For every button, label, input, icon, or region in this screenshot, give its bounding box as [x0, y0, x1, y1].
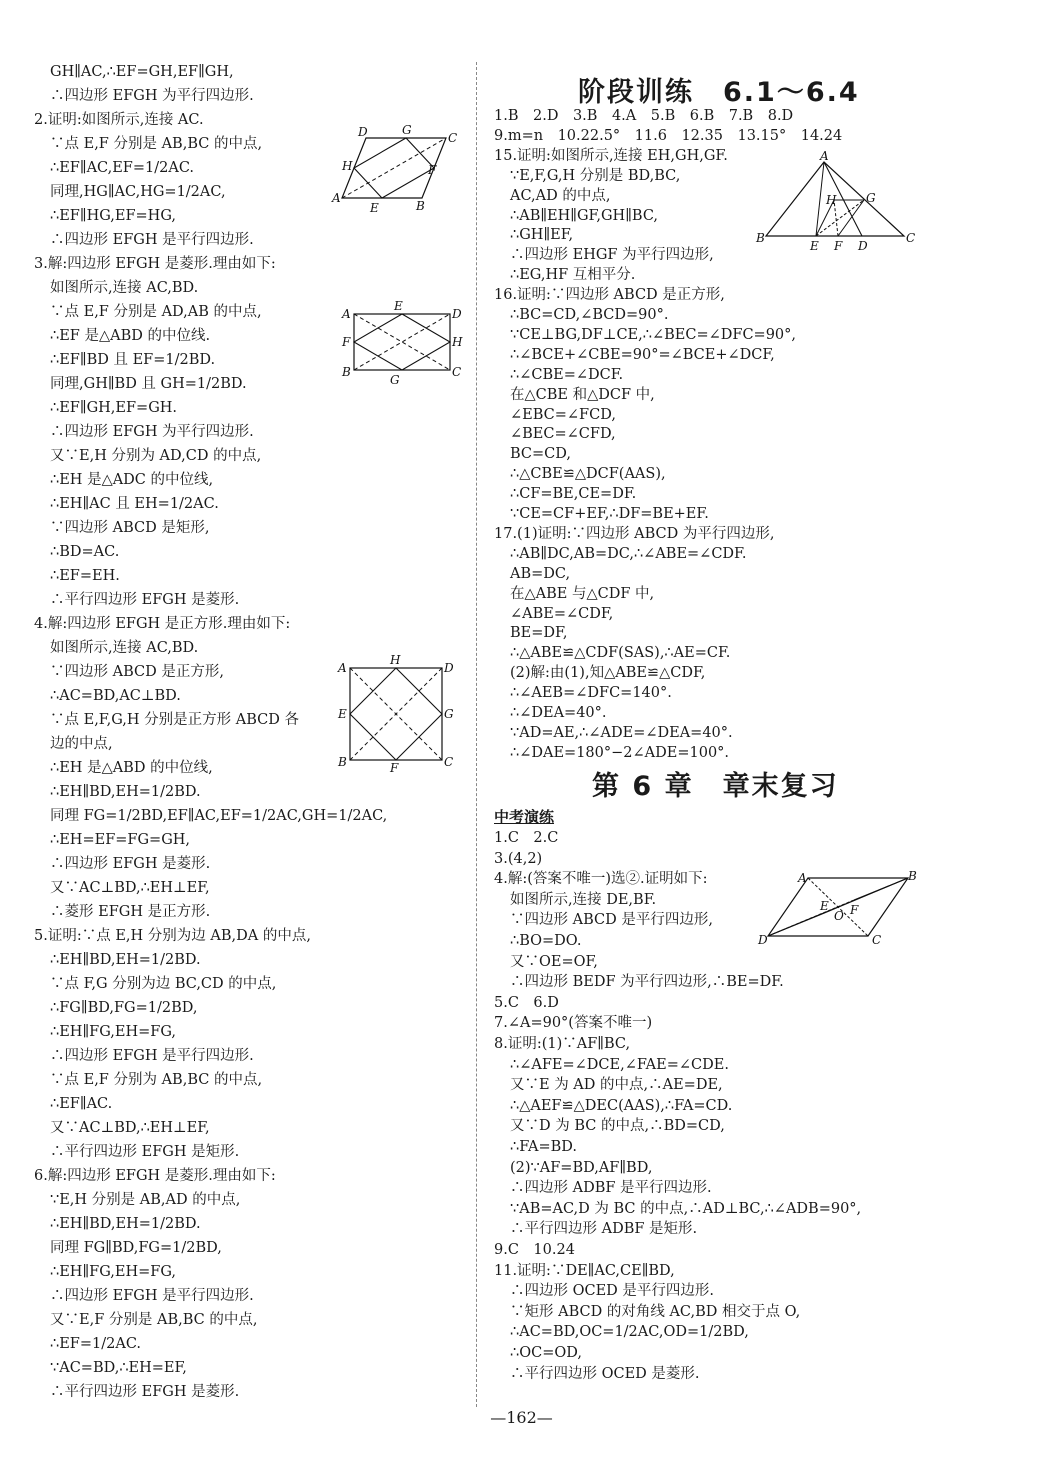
answer-line: BE=DF, [510, 625, 568, 642]
fig-label: C [452, 365, 462, 379]
fig-label: A [798, 871, 807, 885]
fig-label: E [810, 239, 819, 253]
answer-line: 6.解:四边形 EFGH 是菱形.理由如下: [34, 1168, 276, 1184]
fig-label: C [444, 755, 454, 769]
subsection-title: 中考演练 [494, 808, 555, 826]
figure-q3-rectangle [340, 299, 463, 387]
answer-line: 如图所示,连接 AC,BD. [50, 280, 199, 296]
answer-line: ∴△AEF≌△DEC(AAS),∴FA=CD. [510, 1097, 733, 1114]
section-title-chapter-review: 第 6 章 章末复习 [592, 771, 839, 802]
answer-line: ∵CE⊥BG,DF⊥CE,∴∠BEC=∠DFC=90°, [510, 326, 796, 343]
answer-line: ∴EH∥FG,EH=FG, [50, 1024, 177, 1040]
answer-line: ∵AB=AC,D 为 BC 的中点,∴AD⊥BC,∴∠ADB=90°, [510, 1200, 862, 1217]
fig-label: D [452, 307, 462, 321]
answer-line: ∴FG∥BD,FG=1/2BD, [50, 1000, 198, 1016]
answer-line: ∵E,F,G,H 分别是 BD,BC, [510, 167, 681, 184]
page-number: —162— [490, 1408, 553, 1427]
fig-label: B [416, 199, 425, 213]
answer-line: 3.(4,2) [494, 850, 543, 867]
answer-line: ∴EH∥BD,EH=1/2BD. [50, 784, 201, 800]
answer-line: ∴EH∥FG,EH=FG, [50, 1264, 177, 1280]
answer-line: 17.(1)证明:∵四边形 ABCD 为平行四边形, [494, 525, 775, 542]
answer-line: AB=DC, [510, 565, 571, 582]
fig-label: C [448, 131, 458, 145]
answer-line: 同理 FG=1/2BD,EF∥AC,EF=1/2AC,GH=1/2AC, [50, 808, 388, 824]
answer-line: ∴EF=EH. [50, 568, 120, 584]
figure-q2-parallelogram [332, 123, 458, 215]
answer-line: ∴∠AFE=∠DCE,∠FAE=∠CDE. [510, 1056, 729, 1073]
answer-line: ∴EF∥BD 且 EF=1/2BD. [50, 352, 216, 368]
answer-line: ∴OC=OD, [510, 1345, 582, 1361]
answer-line: ∠EBC=∠FCD, [510, 406, 616, 423]
answer-line: 7.∠A=90°(答案不唯一) [494, 1015, 653, 1032]
answer-line: ∠ABE=∠CDF, [510, 605, 614, 622]
answer-line: ∴EH∥AC 且 EH=1/2AC. [50, 496, 219, 512]
answer-line: ∴平行四边形 ADBF 是矩形. [510, 1221, 698, 1238]
answer-line: ∵点 E,F 分别是 AB,BC 的中点, [50, 136, 263, 152]
fig-label: F [850, 903, 859, 917]
fig-label: B [756, 231, 765, 245]
fig-label: D [758, 933, 768, 947]
answer-line: ∴EF=1/2AC. [50, 1336, 142, 1352]
answer-line: 如图所示,连接 AC,BD. [50, 640, 199, 656]
fig-label: F [834, 239, 843, 253]
answer-line: ∴EH∥BD,EH=1/2BD. [50, 1216, 201, 1232]
answer-line: ∴EH 是△ADC 的中位线, [50, 472, 214, 488]
answer-line: AC,AD 的中点, [510, 187, 611, 204]
answer-line: ∴EH=EF=FG=GH, [50, 832, 191, 848]
fig-label: B [338, 755, 347, 769]
fig-label: O [834, 909, 844, 923]
answer-line: 11.证明:∵DE∥AC,CE∥BD, [494, 1262, 675, 1279]
answer-line: 又∵AC⊥BD,∴EH⊥EF, [50, 880, 210, 896]
answer-line: ∵AC=BD,∴EH=EF, [50, 1360, 187, 1376]
answer-line: ∴EF∥AC,EF=1/2AC. [50, 160, 195, 176]
answer-line: 在△ABE 与△CDF 中, [510, 585, 655, 602]
answer-line: ∴∠DAE=180°−2∠ADE=100°. [510, 744, 730, 761]
fig-label: H [452, 335, 463, 349]
fig-label: F [342, 335, 351, 349]
answer-line: 如图所示,连接 DE,BF. [510, 891, 657, 908]
answer-line: ∴四边形 EFGH 为平行四边形. [50, 88, 254, 104]
answer-line: ∵四边形 ABCD 是平行四边形, [510, 912, 713, 929]
answer-line: 又∵AC⊥BD,∴EH⊥EF, [50, 1120, 210, 1136]
answer-line: ∴∠BCE+∠CBE=90°=∠BCE+∠DCF, [510, 346, 775, 363]
answer-line: ∴平行四边形 EFGH 是菱形. [50, 1384, 240, 1400]
figure-review-q4-parallelogram [758, 868, 922, 950]
fig-label: B [342, 365, 351, 379]
answer-line: ∵四边形 ABCD 是矩形, [50, 520, 210, 536]
fig-label: A [820, 149, 829, 163]
answer-line: 又∵E,F 分别是 AB,BC 的中点, [50, 1312, 258, 1328]
answer-line: ∴菱形 EFGH 是正方形. [50, 904, 211, 920]
answer-line: 4.解:四边形 EFGH 是正方形.理由如下: [34, 616, 291, 632]
answer-line: (2)解:由(1),知△ABE≌△CDF, [510, 665, 706, 682]
answer-line: ∴EG,HF 互相平分. [510, 267, 636, 284]
answer-line: ∵AD=AE,∴∠ADE=∠DEA=40°. [510, 724, 733, 741]
fig-label: C [906, 231, 916, 245]
fig-label: H [826, 193, 837, 207]
answer-line: (2)∵AF=BD,AF∥BD, [510, 1159, 653, 1176]
answer-line: 在△CBE 和△DCF 中, [510, 386, 655, 403]
fig-label: A [342, 307, 351, 321]
answer-line: ∵CE=CF+EF,∴DF=BE+EF. [510, 506, 709, 522]
answer-line: ∴EH∥BD,EH=1/2BD. [50, 952, 201, 968]
answer-line: ∴平行四边形 EFGH 是菱形. [50, 592, 240, 608]
answer-line: 同理 FG∥BD,FG=1/2BD, [50, 1240, 222, 1256]
answer-line: ∴∠AEB=∠DFC=140°. [510, 685, 672, 702]
answer-line: ∵点 E,F 分别是 AD,AB 的中点, [50, 304, 262, 320]
fig-label: E [338, 707, 347, 721]
answer-line: ∠BEC=∠CFD, [510, 426, 616, 443]
answer-line: ∴AC=BD,AC⊥BD. [50, 688, 181, 704]
answer-line: ∴CF=BE,CE=DF. [510, 486, 637, 503]
answer-line: ∴四边形 BEDF 为平行四边形,∴BE=DF. [510, 974, 784, 991]
answer-line: 5.C 6.D [494, 994, 559, 1011]
answer-line: 16.证明:∵四边形 ABCD 是正方形, [494, 287, 725, 304]
answer-line: ∴△ABE≌△CDF(SAS),∴AE=CF. [510, 645, 731, 662]
answer-line: ∴AB∥DC,AB=DC,∴∠ABE=∠CDF. [510, 545, 747, 562]
answer-line: ∴四边形 EFGH 是平行四边形. [50, 232, 254, 248]
answer-line: ∴EH 是△ABD 的中位线, [50, 760, 213, 776]
answer-line: ∴GH∥EF, [510, 227, 574, 244]
column-divider [476, 62, 477, 1407]
answer-line: ∴∠CBE=∠DCF. [510, 366, 624, 383]
answer-line: 又∵OE=OF, [510, 953, 598, 970]
fig-label: D [858, 239, 868, 253]
fig-label: G [390, 373, 400, 387]
answer-line: ∴AB∥EH∥GF,GH∥BC, [510, 207, 659, 224]
answer-line: 又∵E,H 分别为 AD,CD 的中点, [50, 448, 262, 464]
answer-line: GH∥AC,∴EF=GH,EF∥GH, [50, 64, 234, 80]
fig-label: A [338, 661, 347, 675]
fig-label: C [872, 933, 882, 947]
fig-label: B [908, 869, 917, 883]
answer-line: 同理,GH∥BD 且 GH=1/2BD. [50, 376, 247, 392]
answer-line: 5.证明:∵点 E,H 分别为边 AB,DA 的中点, [34, 928, 311, 944]
answer-line: 9.m=n 10.22.5° 11.6 12.35 13.15° 14.24 [494, 127, 843, 144]
answer-line: ∴AC=BD,OC=1/2AC,OD=1/2BD, [510, 1324, 749, 1341]
answer-line: ∴BD=AC. [50, 544, 120, 560]
answer-line: ∴EF∥HG,EF=HG, [50, 208, 177, 224]
answer-line: ∴四边形 EFGH 是平行四边形. [50, 1288, 254, 1304]
answer-line: ∴平行四边形 OCED 是菱形. [510, 1365, 700, 1382]
answer-line: 9.C 10.24 [494, 1242, 575, 1258]
fig-label: G [866, 191, 876, 205]
answer-line: BC=CD, [510, 446, 571, 463]
fig-label: E [370, 201, 379, 215]
fig-label: G [444, 707, 454, 721]
answer-line: ∴BC=CD,∠BCD=90°. [510, 307, 669, 323]
answer-line: 同理,HG∥AC,HG=1/2AC, [50, 184, 226, 200]
answer-line: ∵点 E,F,G,H 分别是正方形 ABCD 各 [50, 712, 299, 728]
answer-line: ∴EF∥GH,EF=GH. [50, 400, 178, 416]
answer-line: 1.B 2.D 3.B 4.A 5.B 6.B 7.B 8.D [494, 108, 794, 124]
fig-label: E [394, 299, 403, 313]
answer-line: ∵点 E,F 分别为 AB,BC 的中点, [50, 1072, 263, 1088]
answer-line: ∴平行四边形 EFGH 是矩形. [50, 1144, 240, 1160]
fig-label: F [428, 163, 437, 177]
fig-label: D [358, 125, 368, 139]
section-title-stage-training: 阶段训练 6.1～6.4 [578, 77, 860, 108]
answer-line: ∴四边形 EFGH 为平行四边形. [50, 424, 254, 440]
answer-line: 又∵E 为 AD 的中点,∴AE=DE, [510, 1077, 723, 1094]
answer-line: ∵四边形 ABCD 是正方形, [50, 664, 224, 680]
answer-line: 1.C 2.C [494, 830, 559, 846]
answer-line: ∵点 F,G 分别为边 BC,CD 的中点, [50, 976, 277, 992]
answer-line: ∵E,H 分别是 AB,AD 的中点, [50, 1192, 241, 1208]
answer-line: 15.证明:如图所示,连接 EH,GH,GF. [494, 147, 728, 164]
answer-line: ∵矩形 ABCD 的对角线 AC,BD 相交于点 O, [510, 1303, 801, 1320]
answer-line: ∴∠DEA=40°. [510, 705, 607, 721]
fig-label: G [402, 123, 412, 137]
answer-line: 边的中点, [50, 736, 113, 752]
fig-label: H [390, 653, 401, 667]
fig-label: E [820, 899, 829, 913]
fig-label: A [332, 191, 341, 205]
answer-line: 2.证明:如图所示,连接 AC. [34, 112, 204, 128]
answer-line: ∴BO=DO. [510, 933, 582, 949]
fig-label: H [342, 159, 353, 173]
fig-label: F [390, 761, 399, 775]
answer-line: ∴△CBE≌△DCF(AAS), [510, 466, 666, 483]
fig-label: D [444, 661, 454, 675]
answer-line: ∴FA=BD. [510, 1139, 578, 1155]
answer-line: ∴四边形 ADBF 是平行四边形. [510, 1180, 712, 1197]
answer-line: ∴四边形 EFGH 是平行四边形. [50, 1048, 254, 1064]
answer-line: 3.解:四边形 EFGH 是菱形.理由如下: [34, 256, 276, 272]
answer-line: ∴四边形 EHGF 为平行四边形, [510, 247, 714, 264]
answer-line: 又∵D 为 BC 的中点,∴BD=CD, [510, 1118, 725, 1135]
answer-line: ∴EF∥AC. [50, 1096, 113, 1112]
answer-line: ∴EF 是△ABD 的中位线. [50, 328, 211, 344]
answer-line: 8.证明:(1)∵AF∥BC, [494, 1036, 631, 1052]
answer-line: 4.解:(答案不唯一)选②.证明如下: [494, 871, 708, 888]
figure-q15-triangle [756, 149, 916, 253]
answer-line: ∴四边形 OCED 是平行四边形. [510, 1283, 715, 1300]
figure-q4-square [336, 653, 456, 775]
answer-line: ∴四边形 EFGH 是菱形. [50, 856, 211, 872]
